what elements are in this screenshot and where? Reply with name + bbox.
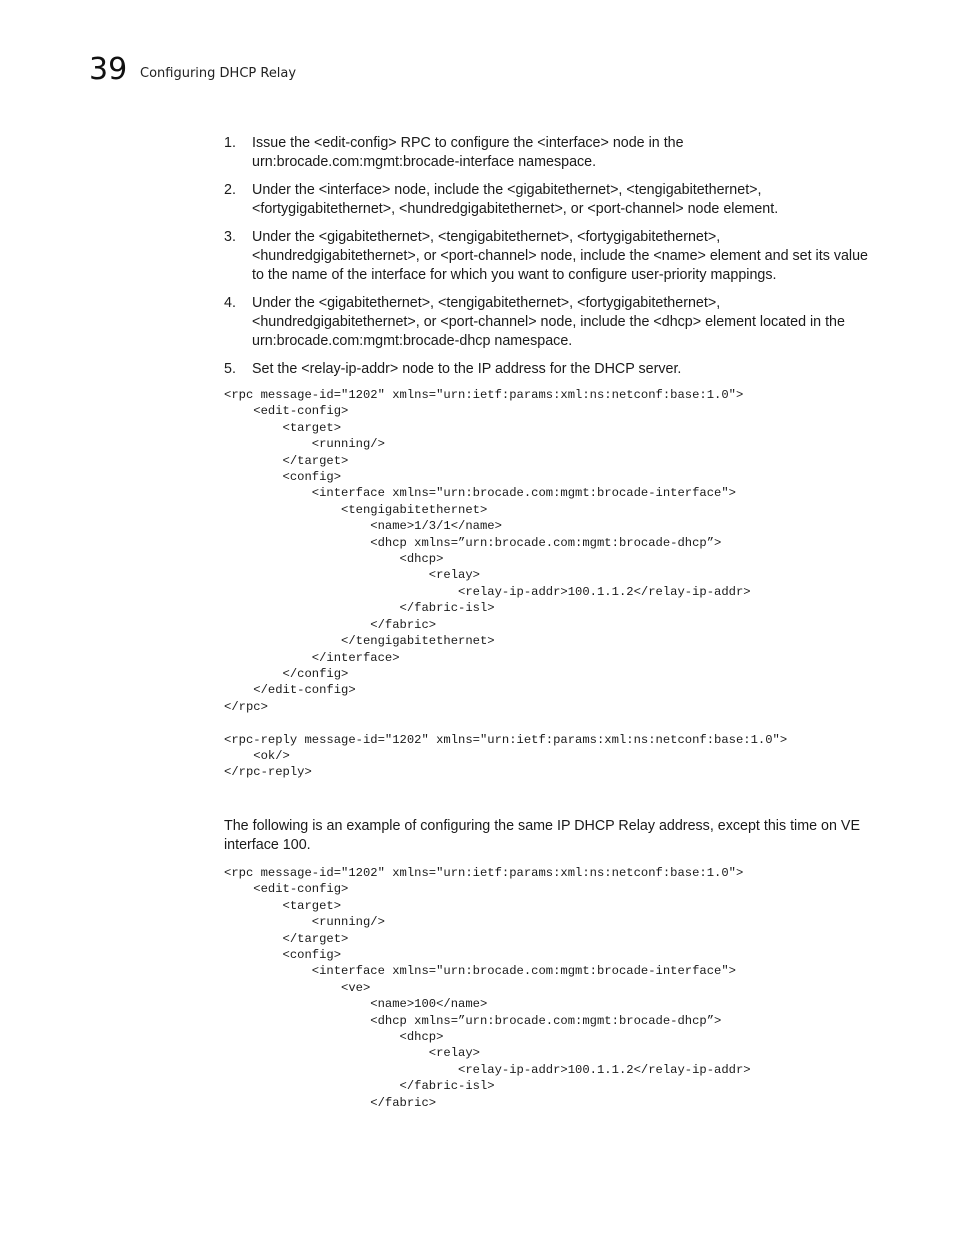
step-text: Set the <relay-ip-addr> node to the IP address for the DHCP server. — [252, 361, 682, 377]
step-item — [224, 134, 874, 172]
step-number: 5. — [224, 361, 236, 377]
step-number: 3. — [224, 229, 236, 245]
example-description: The following is an example of configuring the same IP DHCP Relay address, except this time on VE interface 100. — [224, 818, 861, 853]
step-number: 2. — [224, 182, 236, 198]
step-text: Under the <gigabitethernet>, <tengigabitethernet>, <fortygigabitethernet>, <hundredgigabitethernet>, or <port-channel> node, include the <dhcp> element located in the urn:brocade.com:mgmt:brocade-dhcp namespace. — [252, 295, 845, 349]
chapter-title: Configuring DHCP Relay — [140, 66, 297, 81]
step-number: 1. — [224, 135, 236, 151]
step-item — [224, 181, 874, 219]
code-example-interface: <rpc message-id="1202" xmlns="urn:ietf:params:xml:ns:netconf:base:1.0"> <edit-config> <target> <running/> </target> <config> <interface xmlns="urn:brocade.com:mgmt:brocade-interface"> <tengigabitethernet> <name>1/3/1</name> <dhcp xmlns=”urn:brocade.com:mgmt:brocade-dhcp”> <dhcp> <relay> <relay-ip-addr>100.1.1.2</relay-ip-addr> </fabric-isl> </fabric> </tengigabitethernet> </interface> </config> </edit-config> </rpc> <rpc-reply message-id="1202" xmlns="urn:ietf:params:xml:ns:netconf:base:1.0"> <ok/> </rpc-reply> — [224, 388, 788, 780]
step-item — [224, 294, 874, 351]
procedure-steps — [224, 134, 874, 388]
step-item — [224, 360, 874, 379]
code-example-ve: <rpc message-id="1202" xmlns="urn:ietf:params:xml:ns:netconf:base:1.0"> <edit-config> <target> <running/> </target> <config> <interface xmlns="urn:brocade.com:mgmt:brocade-interface"> <ve> <name>100</name> <dhcp xmlns=”urn:brocade.com:mgmt:brocade-dhcp”> <dhcp> <relay> <relay-ip-addr>100.1.1.2</relay-ip-addr> </fabric-isl> </fabric> — [224, 866, 751, 1110]
step-number: 4. — [224, 295, 236, 311]
step-text: Under the <interface> node, include the <gigabitethernet>, <tengigabitethernet>, <fortygigabitethernet>, <hundredgigabitethernet>, or <port-channel> node element. — [252, 182, 779, 217]
step-item — [224, 228, 874, 285]
step-text: Under the <gigabitethernet>, <tengigabitethernet>, <fortygigabitethernet>, <hundredgigabitethernet>, or <port-channel> node, include the <name> element and set its value to the name of the interface for which you want to configure user-priority mappings. — [252, 229, 868, 283]
step-text: Issue the <edit-config> RPC to configure the <interface> node in the urn:brocade.com:mgmt:brocade-interface namespace. — [252, 135, 684, 170]
chapter-number: 39 — [89, 52, 128, 87]
